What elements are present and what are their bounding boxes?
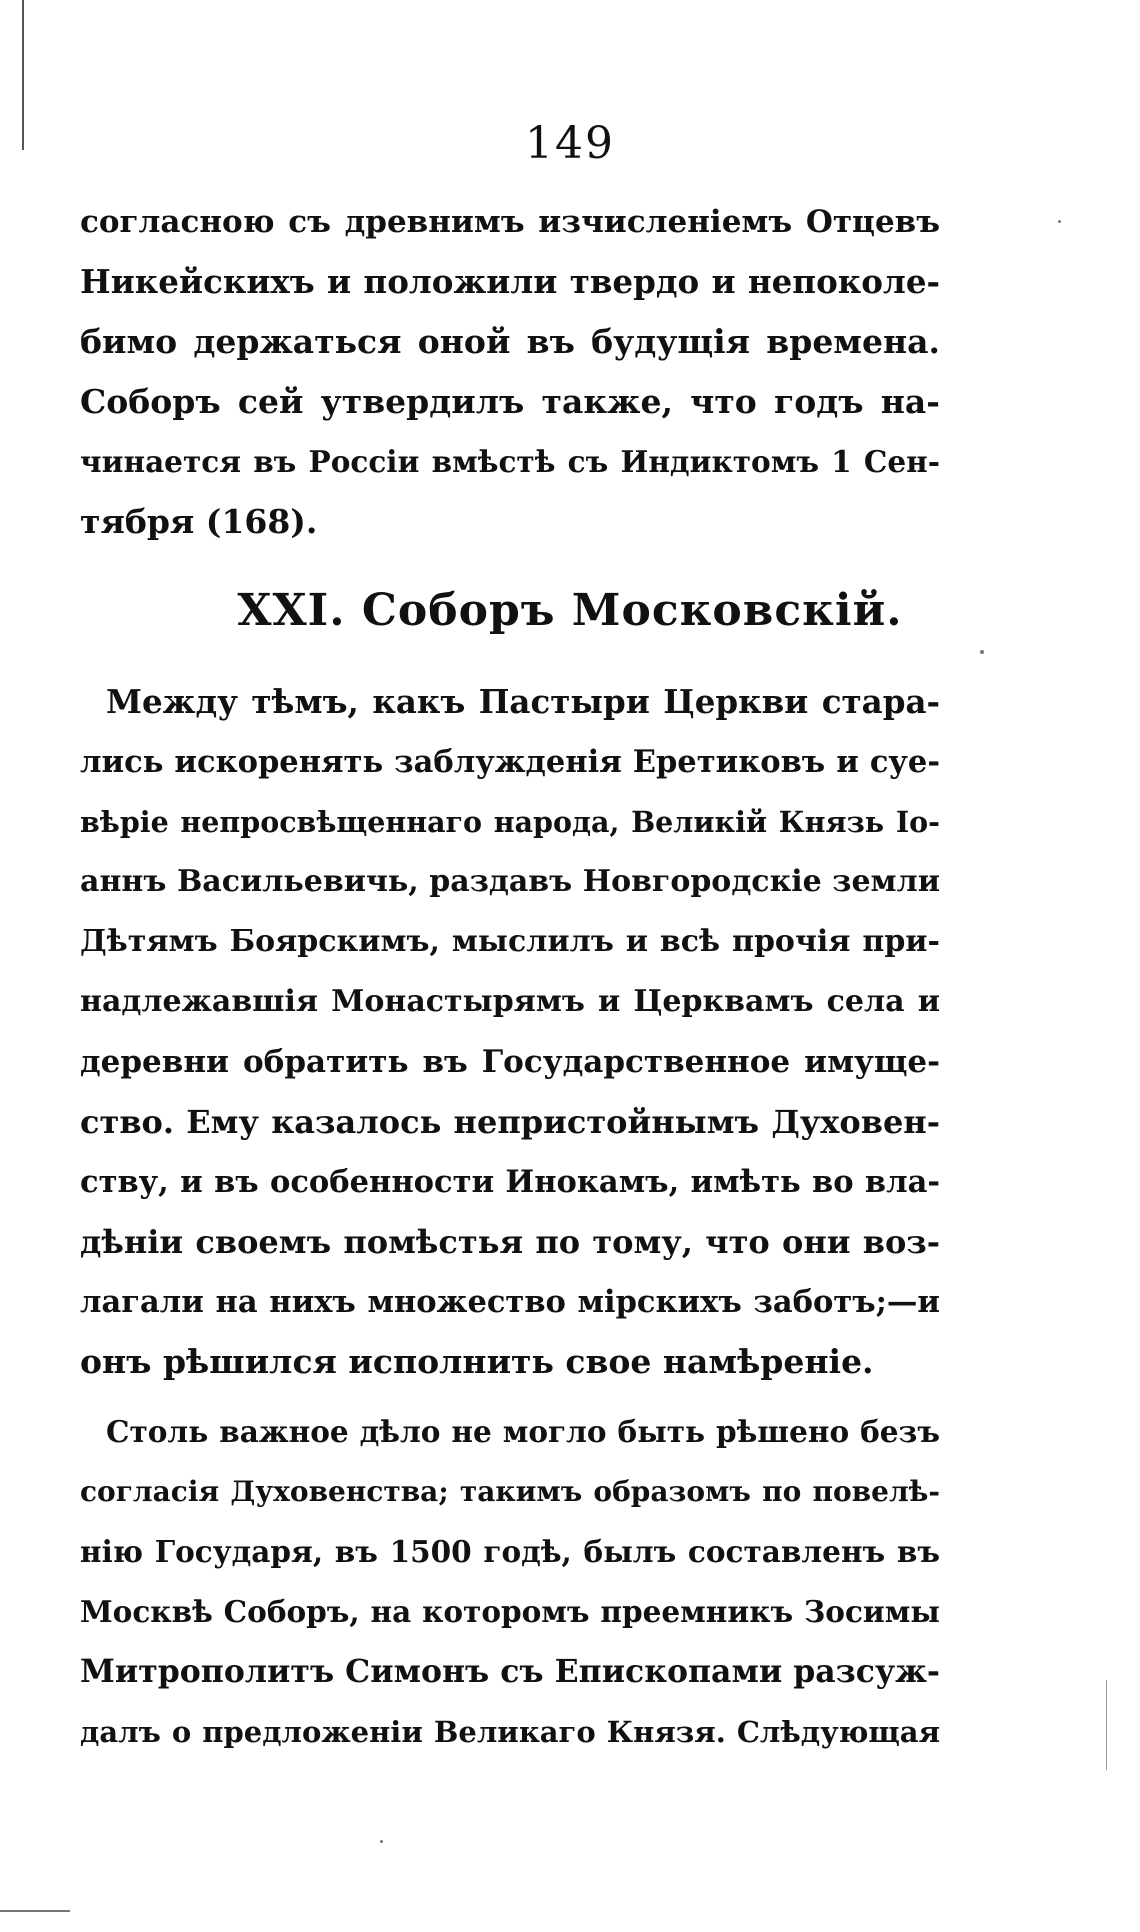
text-line: ство. Ему казалось непристойнымъ Духовен-	[80, 1103, 940, 1141]
page-number: 149	[525, 118, 615, 169]
text-line: Никейскихъ и положили твердо и непоколе-	[80, 262, 940, 301]
text-line: ству, и въ особенности Инокамъ, имѣть во вла-	[80, 1164, 940, 1200]
text-line: онъ рѣшился исполнить свое намѣреніе.	[80, 1342, 874, 1381]
text-line: дѣніи своемъ помѣстья по тому, что они воз-	[80, 1223, 940, 1261]
section-heading: XXI. Соборъ Московскій.	[237, 585, 903, 636]
text-line: чинается въ Россіи вмѣстѣ съ Индиктомъ 1 Сен-	[80, 444, 940, 479]
text-line: Митрополитъ Симонъ съ Епископами разсуж-	[80, 1653, 940, 1690]
text-line: согласія Духовенства; такимъ образомъ по повелѣ-	[80, 1475, 940, 1508]
text-line: вѣріе непросвѣщеннаго народа, Великій Князь Іо-	[80, 805, 940, 839]
right-edge-mark	[1106, 1680, 1107, 1770]
print-speck	[1058, 220, 1061, 223]
text-line: деревни обратить въ Государственное имуще-	[80, 1044, 940, 1080]
bottom-edge-mark	[0, 1910, 70, 1912]
text-line: согласною съ древнимъ изчисленіемъ Отцевъ	[80, 204, 940, 240]
text-line: тября (168).	[80, 502, 318, 541]
print-speck	[980, 650, 984, 654]
text-line: бимо держаться оной въ будущія времена.	[80, 322, 940, 361]
text-line: Между тѣмъ, какъ Пастыри Церкви стара-	[106, 682, 940, 721]
text-line: лагали на нихъ множество мірскихъ заботъ;—и	[80, 1284, 940, 1320]
text-line: аннъ Васильевичь, раздавъ Новгородскіе земли	[80, 864, 940, 899]
text-line: Соборъ сей утвердилъ также, что годъ на-	[80, 382, 940, 421]
text-line: Дѣтямъ Боярскимъ, мыслилъ и всѣ прочія при-	[80, 924, 940, 959]
print-speck	[380, 1840, 383, 1843]
text-line: Москвѣ Соборъ, на которомъ преемникъ Зосимы	[80, 1594, 940, 1629]
text-line: лись искоренять заблужденія Еретиковъ и суе-	[80, 744, 940, 780]
text-line: надлежавшія Монастырямъ и Церквамъ села и	[80, 984, 940, 1019]
text-line: Столь важное дѣло не могло быть рѣшено безъ	[106, 1414, 940, 1449]
text-line: далъ о предложеніи Великаго Князя. Слѣдующая	[80, 1715, 940, 1749]
text-line: нію Государя, въ 1500 годѣ, былъ составленъ въ	[80, 1534, 940, 1569]
